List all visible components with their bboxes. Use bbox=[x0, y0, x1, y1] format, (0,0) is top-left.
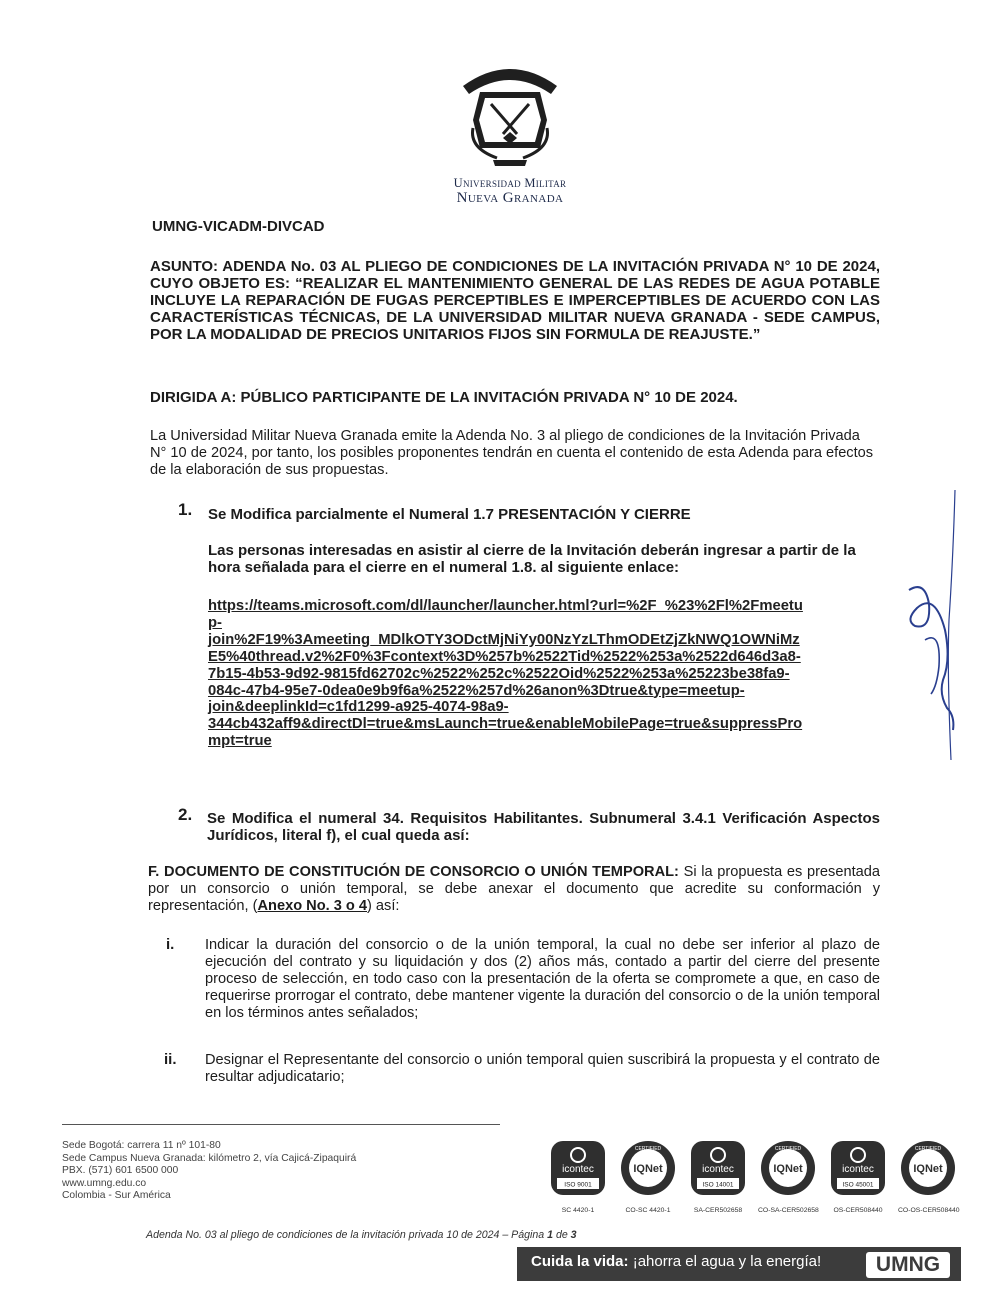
svg-text:IQNet: IQNet bbox=[633, 1163, 663, 1175]
teams-meeting-link[interactable] bbox=[208, 598, 880, 750]
annex-reference: Anexo No. 3 o 4 bbox=[257, 898, 367, 914]
university-line1: Universidad Militar bbox=[453, 176, 567, 190]
page-total: 3 bbox=[570, 1229, 577, 1241]
cert-code: CO-SA-CER502658 bbox=[758, 1207, 819, 1214]
website-link[interactable]: www.umng.edu.co bbox=[62, 1177, 147, 1189]
iqnet-cert bbox=[758, 1138, 818, 1214]
link-line[interactable]: https://teams.microsoft.com/dl/launcher/launcher.html?url=%2F_%23%2Fl%2Fmeetu bbox=[208, 598, 803, 614]
icontec-logo-icon bbox=[828, 1138, 888, 1198]
section-f-heading: F. DOCUMENTO DE CONSTITUCIÓN DE CONSORCIO O UNIÓN TEMPORAL: bbox=[148, 864, 679, 880]
university-name bbox=[400, 176, 620, 206]
icontec-logo-icon bbox=[548, 1138, 608, 1198]
item2-title: Se Modifica el numeral 34. Requisitos Habilitantes. Subnumeral 3.4.1 Verificación Aspectos Jurídicos, literal f), el cual queda así: bbox=[207, 810, 880, 844]
svg-text:icontec: icontec bbox=[562, 1164, 594, 1175]
svg-text:icontec: icontec bbox=[702, 1164, 734, 1175]
iqnet-cert bbox=[618, 1138, 678, 1214]
university-seal-logo bbox=[455, 58, 565, 170]
section-f-text: Si la propuesta es presentada por un consorcio o unión temporal, se debe anexar el documento que acredite su conformación y representación, ( bbox=[148, 864, 880, 914]
page-sep: de bbox=[553, 1229, 571, 1241]
banner-slogan bbox=[531, 1253, 821, 1270]
link-line[interactable]: E5%40thread.v2%2F0%3Fcontext%3D%257b%2522Tid%2522%253a%2522d646d3a8- bbox=[208, 648, 801, 665]
link-line[interactable]: 344cb432aff9&directDl=true&msLaunch=true&enableMobilePage=true&suppressPro bbox=[208, 716, 803, 733]
iqnet-cert bbox=[898, 1138, 958, 1214]
intro-paragraph: La Universidad Militar Nueva Granada emite la Adenda No. 3 al pliego de condiciones de la Invitación Privada N° 10 de 2024, por tanto, los posibles proponentes tendrán en cuenta el contenido de esta Adenda para efectos de la elaboración de sus propuestas. bbox=[150, 428, 874, 478]
university-line2: Nueva Granada bbox=[456, 190, 564, 206]
list-item-text: Designar el Representante del consorcio o unión temporal quien suscribirá la propuesta y el contrato de resultar adjudicatario; bbox=[205, 1052, 880, 1085]
link-line[interactable]: mpt=true bbox=[208, 733, 272, 750]
item1-number: 1. bbox=[178, 500, 193, 519]
icontec-cert bbox=[828, 1138, 888, 1214]
svg-text:CERTIFIED: CERTIFIED bbox=[914, 1146, 942, 1152]
svg-text:ISO 45001: ISO 45001 bbox=[842, 1181, 874, 1189]
banner-slogan-rest: ¡ahorra el agua y la energía! bbox=[628, 1253, 822, 1270]
svg-text:ISO 9001: ISO 9001 bbox=[564, 1181, 592, 1189]
svg-text:CERTIFIED: CERTIFIED bbox=[774, 1146, 802, 1152]
link-line[interactable]: p- bbox=[208, 614, 222, 631]
list-item-marker: ii. bbox=[164, 1051, 177, 1068]
cert-code: SA-CER502658 bbox=[693, 1207, 743, 1214]
address-line: Colombia - Sur América bbox=[62, 1190, 171, 1202]
svg-text:IQNet: IQNet bbox=[913, 1163, 943, 1175]
item1-title: Se Modifica parcialmente el Numeral 1.7 PRESENTACIÓN Y CIERRE bbox=[208, 506, 691, 523]
iqnet-logo-icon bbox=[618, 1138, 678, 1198]
iqnet-logo-icon bbox=[898, 1138, 958, 1198]
cert-code: SC 4420-1 bbox=[561, 1207, 595, 1214]
svg-text:CERTIFIED: CERTIFIED bbox=[634, 1146, 662, 1152]
list-item-text: Indicar la duración del consorcio o de la unión temporal, la cual no debe ser inferior al plazo de ejecución del contrato y su liquidación y dos (2) años más, contado a partir del cierre del presente proceso de selección, en todo caso con la presentación de la oferta se compromete a que, en caso de requerirse prorrogar el contrato, debe mantener vigente la duración del consorcio o de la unión temporal en los términos antes señalados; bbox=[205, 937, 880, 1021]
address-line: Sede Campus Nueva Granada: kilómetro 2, vía Cajicá-Zipaquirá bbox=[62, 1152, 357, 1164]
umng-logo: UMNG bbox=[866, 1252, 950, 1278]
page-footer-note bbox=[146, 1229, 577, 1241]
iqnet-logo-icon bbox=[758, 1138, 818, 1198]
icontec-cert bbox=[688, 1138, 748, 1214]
handwritten-signature bbox=[895, 480, 975, 770]
document-reference: UMNG-VICADM-DIVCAD bbox=[152, 218, 325, 235]
footer-divider bbox=[62, 1124, 500, 1125]
link-line[interactable]: join%2F19%3Ameeting_MDlkOTY3ODctMjNiYy00NzYzLThmODEtZjZkNWQ1OWNiMz bbox=[208, 631, 800, 648]
svg-text:IQNet: IQNet bbox=[773, 1163, 803, 1175]
link-line[interactable]: 084c-47b4-95e7-0dea0e9b9f6a%2522%257d%26anon%3Dtrue&type=meetup- bbox=[208, 682, 745, 699]
footer-addresses bbox=[62, 1140, 356, 1203]
link-line[interactable]: join&deeplinkId=c1fd1299-a925-4074-98a9- bbox=[208, 699, 509, 716]
footer-note-text: Adenda No. 03 al pliego de condiciones de la invitación privada 10 de 2024 – Página bbox=[146, 1229, 548, 1241]
address-line: PBX. (571) 601 6500 000 bbox=[62, 1165, 179, 1177]
subject-paragraph: ASUNTO: ADENDA No. 03 AL PLIEGO DE CONDICIONES DE LA INVITACIÓN PRIVADA N° 10 DE 2024, CUYO OBJETO ES: “REALIZAR EL MANTENIMIENTO GENERAL DE LAS REDES DE AGUA POTABLE INCLUYE LA REPARACIÓN DE FUGAS PERCEPTIBLES E IMPERCEPTIBLES DE ACUERDO CON LAS CARACTERÍSTICAS TÉCNICAS, DE LA UNIVERSIDAD MILITAR NUEVA GRANADA - SEDE CAMPUS, POR LA MODALIDAD DE PRECIOS UNITARIOS FIJOS SIN FORMULA DE REAJUSTE.” bbox=[150, 258, 880, 343]
section-f-paragraph bbox=[148, 864, 880, 915]
addressed-to: DIRIGIDA A: PÚBLICO PARTICIPANTE DE LA INVITACIÓN PRIVADA N° 10 DE 2024. bbox=[150, 389, 738, 406]
link-line[interactable]: 7b15-4b53-9d92-9815fd62702c%2522%252c%2522Oid%2522%253a%25223be38fa9- bbox=[208, 665, 790, 682]
cert-code: CO-OS-CER508440 bbox=[898, 1207, 960, 1214]
svg-text:ISO 14001: ISO 14001 bbox=[702, 1181, 734, 1189]
icontec-cert bbox=[548, 1138, 608, 1214]
item2-number: 2. bbox=[178, 805, 193, 824]
banner-slogan-bold: Cuida la vida: bbox=[531, 1253, 629, 1270]
address-line: Sede Bogotá: carrera 11 nº 101-80 bbox=[62, 1140, 221, 1151]
list-item-marker: i. bbox=[166, 936, 175, 953]
cert-code: OS-CER508440 bbox=[833, 1207, 883, 1214]
certification-logos bbox=[548, 1138, 958, 1228]
section-f-text-end: ) así: bbox=[367, 898, 400, 914]
item1-paragraph: Las personas interesadas en asistir al cierre de la Invitación deberán ingresar a partir de la hora señalada para el cierre en el numeral 1.8. al siguiente enlace: bbox=[208, 542, 856, 576]
svg-text:icontec: icontec bbox=[842, 1164, 874, 1175]
cert-code: CO-SC 4420-1 bbox=[625, 1207, 671, 1214]
page-current: 1 bbox=[547, 1229, 553, 1241]
icontec-logo-icon bbox=[688, 1138, 748, 1198]
